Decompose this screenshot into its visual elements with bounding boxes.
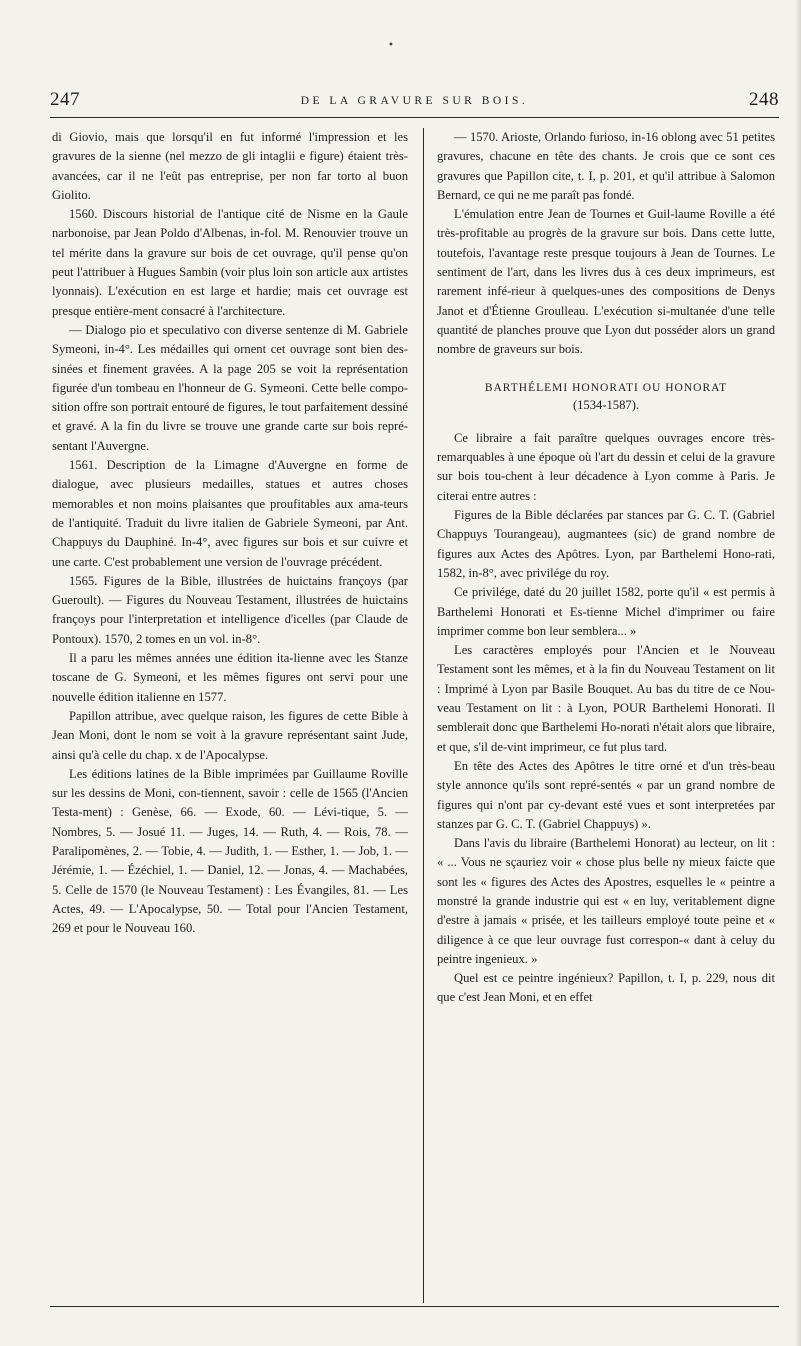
right-paragraph-6: Les caractères employés pour l'Ancien et le Nouveau Testament sont les mêmes, et à la fin du Nouveau Testament on lit : Imprimé à Lyon par Basile Bouquet. Au bas du titre de ce Nou-veau Testament on lit : à Lyon, POUR Barthelemi Honorati. Il semblerait donc que Barthelemi Ho-norati n'était alors que libraire, et que, s'il de-vint imprimeur, ce fut plus tard. (437, 643, 775, 754)
bottom-rule (50, 1306, 779, 1307)
right-paragraph-3: Ce libraire a fait paraître quelques ouvrages encore très-remarquables à une époque où l'art du dessin et celui de la gravure sur bois tou-chent à leur décadence à Lyon comme à Paris. Je citerai entre autres : (437, 430, 775, 503)
page-number-right: 248 (749, 89, 779, 110)
left-column (52, 128, 408, 938)
scan-edge-shadow (795, 0, 801, 1346)
left-paragraph-4: 1561. Description de la Limagne d'Auvergne en forme de dialogue, avec plusieurs medailles, statues et autres choses memorables et non moins plaisantes que proufitables aux ama-teurs de l'antiquité. Traduit du livre italien de Gabriele Symeoni, par Ant. Chappuys du Dauphiné. In-4°, avec figures sur bois et sur cuivre et une carte. C'est probablement une version de l'ouvrage précédent. (52, 458, 408, 569)
left-paragraph-8: Les éditions latines de la Bible imprimées par Guillaume Roville sur les dessins de Moni, con-tiennent, savoir : celle de 1565 (l'Ancien Testa-ment) : Genèse, 66. — Exode, 60. — Lévi-tique, 5. — Nombres, 5. — Josué 11. — Juges, 14. — Ruth, 4. — Rois, 78. — Paralipomènes, 2. — Tobie, 4. — Judith, 1. — Esther, 1. — Job, 1. — Jérémie, 1. — Ézéchiel, 1. — Daniel, 12. — Jonas, 4. — Machabées, 5. Celle de 1570 (le Nouveau Testament) : Les Évangiles, 81. — Les Actes, 49. — L'Apocalypse, 50. — Total pour l'Ancien Testament, 269 et pour le Nouveau 160. (52, 766, 408, 936)
column-divider (423, 128, 424, 1303)
right-paragraph-9: Quel est ce peintre ingénieux? Papillon, t. I, p. 229, nous dit que c'est Jean Moni, et en effet (437, 971, 775, 1005)
right-paragraph-7: En tête des Actes des Apôtres le titre orné et d'un très-beau style annonce qu'ils sont repré-sentés « par un grand nombre de figures qui n'ont par cy-devant esté vues et sont interpretées par stanzes par G. C. T. (Gabriel Chappuys) ». (437, 758, 775, 831)
right-paragraph-4: Figures de la Bible déclarées par stances par G. C. T. (Gabriel Chappuys Tourangeau), augmantees (sic) de grand nombre de figures aux Actes des Apôtres. Lyon, par Barthelemi Hono-rati, 1582, in-8°, avec privilége du roy. (437, 508, 775, 580)
header-rule (50, 117, 779, 118)
right-paragraph-2: L'émulation entre Jean de Tournes et Guil-laume Roville a été très-profitable au progrès de la gravure sur bois. Dans cette lutte, toutefois, l'avantage reste presque toujours à Jean de Tournes. Le sentiment de l'art, dans les livres dus à ces deux imprimeurs, est rarement infé-rieur à quelques-unes des compositions de Denys Janot et d'Étienne Groulleau. L'exécution si-multanée d'une telle quantité de planches prouve que Lyon dut posséder alors un grand nombre de graveurs sur bois. (437, 207, 775, 357)
running-title: DE LA GRAVURE SUR BOIS. (300, 95, 529, 107)
left-paragraph-6: Il a paru les mêmes années une édition ita-lienne avec les Stanze toscane de G. Symeoni, et les mêmes figures ont servi pour une nouvelle édition italienne en 1577. (52, 651, 408, 704)
right-paragraph-1: — 1570. Arioste, Orlando furioso, in-16 oblong avec 51 petites gravures, chacune en tête des chants. Je crois que ce sont ces gravures que Papillon cite, t. I, p. 201, et qu'il attribue à Salomon Bernard, ce qui ne me paraît pas fondé. (437, 130, 775, 202)
section-heading: BARTHÉLEMI HONORATI OU HONORAT (484, 381, 728, 394)
right-paragraph-5: Ce privilége, daté du 20 juillet 1582, porte qu'il « est permis à Barthelemi Honorati et Es-tienne Michel d'imprimer ou faire imprimer comme bon leur semblera... » (437, 585, 775, 638)
right-column (437, 128, 775, 1008)
page-number-left: 247 (50, 89, 80, 110)
left-paragraph-1: di Giovio, mais que lorsqu'il en fut informé l'impression et les gravures de la sienne (nel mezzo de gli intaglii e figure) étaient très-avancées, car il ne l'eût pas entreprise, per non far torto al buon Giolito. (52, 130, 408, 202)
left-paragraph-7: Papillon attribue, avec quelque raison, les figures de cette Bible à Jean Moni, dont le nom se voit à la gravure représentant saint Jude, ainsi qu'à celle du chap. x de l'Apocalypse. (52, 708, 408, 762)
left-paragraph-2: 1560. Discours historial de l'antique cité de Nisme en la Gaule narbonoise, par Jean Poldo d'Albenas, in-fol. M. Renouvier trouve un tel mérite dans la gravure sur bois de cet ouvrage, qu'il pense qu'on peut l'attribuer à Hugues Sambin (voir plus loin son article aux artistes lyonnais). L'exécution en est large et hardie; mais cet ouvrage est presque entière-ment consacré à l'architecture. (52, 207, 408, 318)
running-head (50, 89, 779, 119)
right-paragraph-8: Dans l'avis du libraire (Barthelemi Honorat) au lecteur, on lit : « ... Vous ne sçauriez voir « chose plus belle ny mieux faicte que sont les « figures des Actes des Apostres, esquelles le « peintre a monstré la grande industrie qui est « en luy, veritablement digne d'estre à jamais « prisée, et les tailleurs employé toute peine et « diligence à ce que leur ouvrage fust correspon-« dant à celuy du peintre ingenieux. » (437, 836, 775, 966)
left-paragraph-5: 1565. Figures de la Bible, illustrées de huictains françoys (par Gueroult). — Figures du Nouveau Testament, illustrées de huictains françoys pour l'interpretation et intelligence d'icelles (par Claude de Pontoux). 1570, 2 tomes en un vol. in-8°. (52, 573, 408, 646)
section-dates: (1534-1587). (572, 397, 640, 412)
page-mark: • (388, 40, 394, 51)
left-paragraph-3: — Dialogo pio et speculativo con diverse sentenze di M. Gabriele Symeoni, in-4°. Les médailles qui ornent cet ouvrage sont bien des-sinées et finement gravées. A la page 205 se voit la représentation figurée d'un tombeau en l'honneur de G. Symeoni. Cette belle compo-sition offre son portrait entouré de figures, le tout parfaitement dessiné et gravé. A la fin du livre se trouve une grande carte sur bois repré-sentant l'Auvergne. (52, 322, 408, 453)
